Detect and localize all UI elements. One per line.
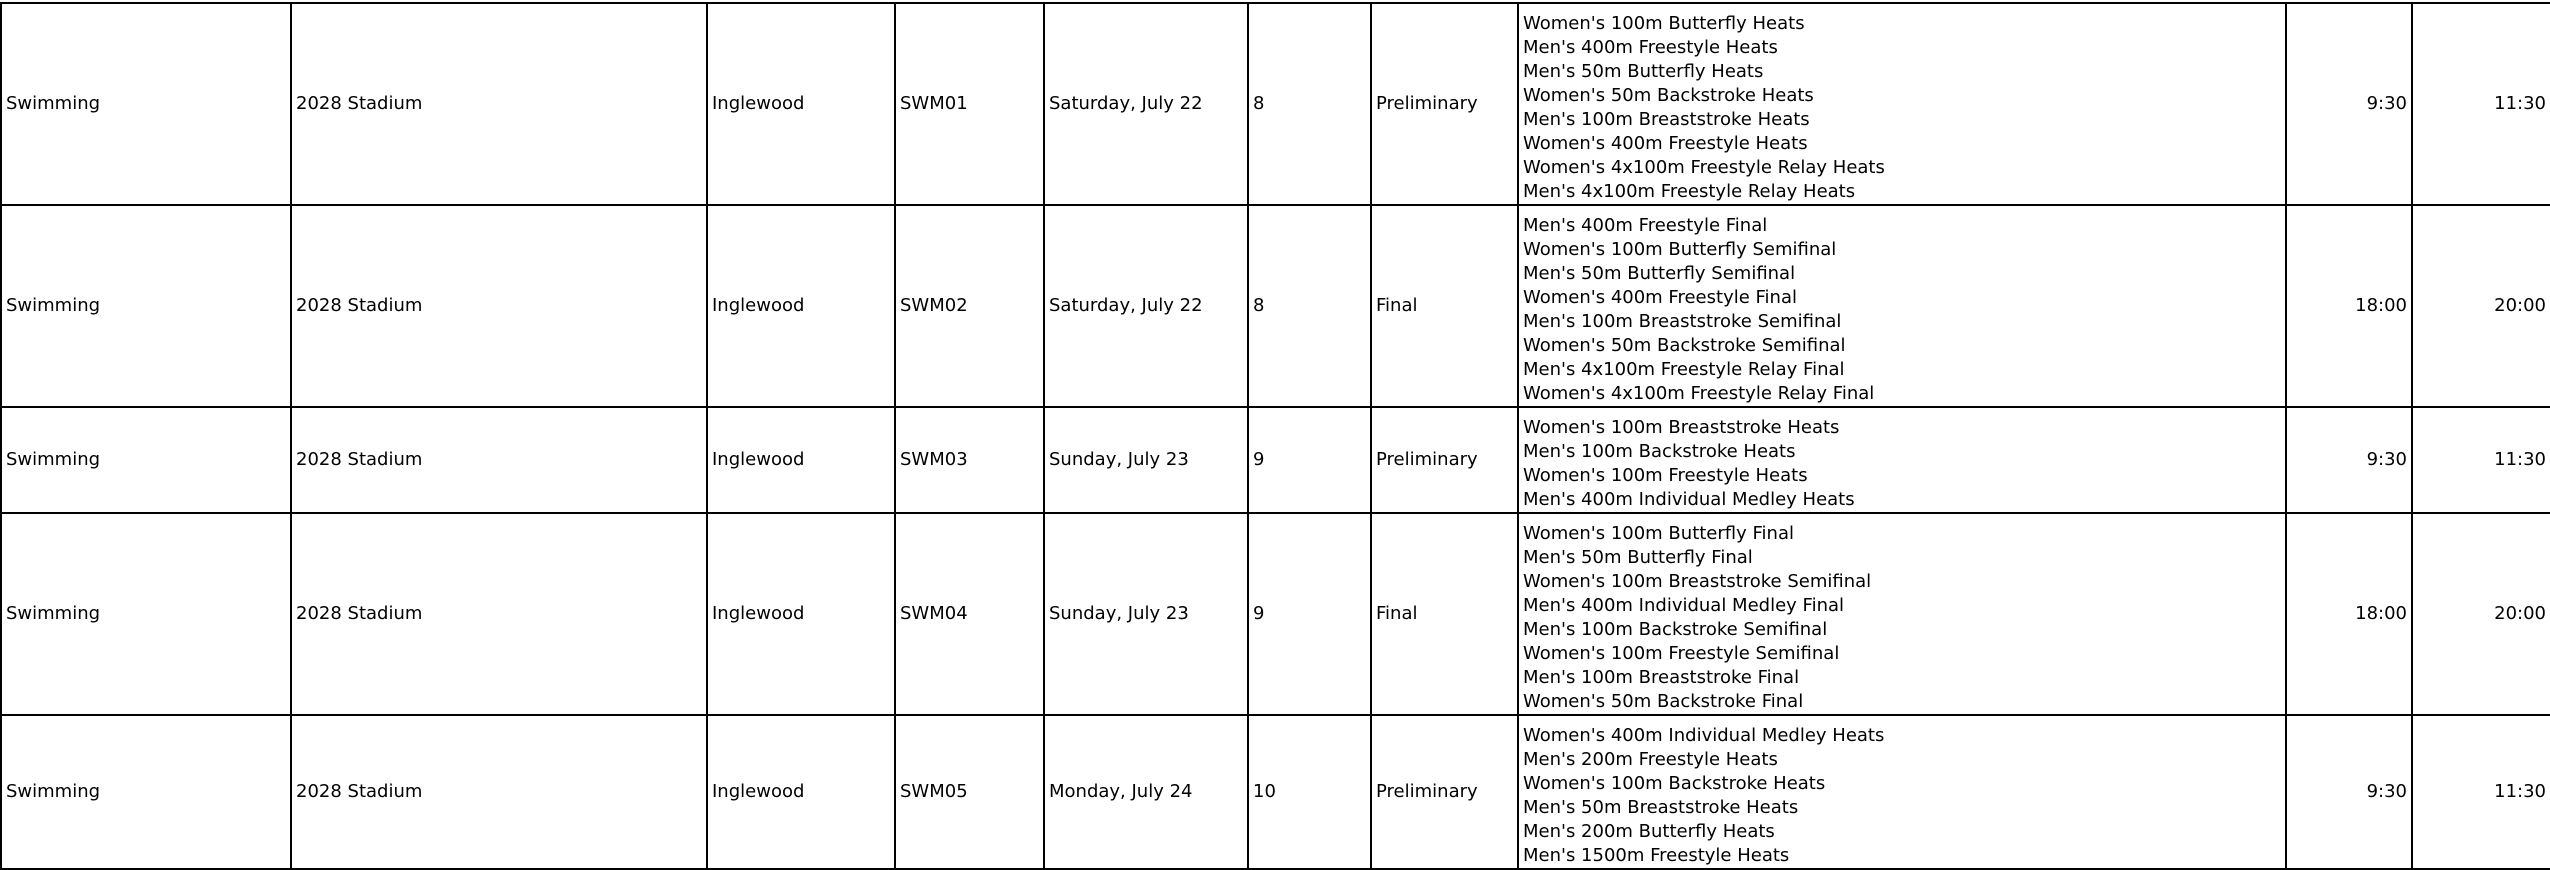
session-code-cell: SWM01 (895, 3, 1044, 205)
event-line: Men's 100m Backstroke Semifinal (1523, 619, 1828, 640)
zone-cell: Inglewood (707, 513, 895, 715)
event-line: Women's 100m Butterfly Final (1523, 523, 1794, 544)
table-row (1, 3, 2550, 205)
event-line: Men's 200m Freestyle Heats (1523, 749, 1778, 770)
events-cell (1518, 407, 2286, 513)
schedule-table (0, 2, 2550, 870)
sport-cell: Swimming (1, 513, 291, 715)
table-row (1, 407, 2550, 513)
zone-cell: Inglewood (707, 205, 895, 407)
event-line: Women's 100m Butterfly Semifinal (1523, 239, 1837, 260)
event-line: Men's 100m Backstroke Heats (1523, 441, 1796, 462)
zone-cell: Inglewood (707, 715, 895, 869)
venue-cell: 2028 Stadium (291, 407, 707, 513)
event-line: Women's 400m Individual Medley Heats (1523, 725, 1885, 746)
events-cell (1518, 205, 2286, 407)
schedule-body (1, 3, 2550, 869)
games-day-cell: 9 (1248, 407, 1371, 513)
event-line: Men's 4x100m Freestyle Relay Heats (1523, 181, 1856, 202)
table-row (1, 715, 2550, 869)
event-line: Women's 100m Backstroke Heats (1523, 773, 1826, 794)
zone-cell: Inglewood (707, 3, 895, 205)
event-line: Women's 100m Freestyle Semifinal (1523, 643, 1840, 664)
table-row (1, 205, 2550, 407)
start-time-cell: 18:00 (2286, 205, 2412, 407)
session-type-cell: Final (1371, 205, 1518, 407)
table-row (1, 513, 2550, 715)
event-line: Men's 4x100m Freestyle Relay Final (1523, 359, 1845, 380)
event-line: Men's 100m Breaststroke Semifinal (1523, 311, 1842, 332)
start-time-cell: 18:00 (2286, 513, 2412, 715)
games-day-cell: 8 (1248, 205, 1371, 407)
event-line: Women's 400m Freestyle Final (1523, 287, 1797, 308)
event-line: Men's 50m Butterfly Final (1523, 547, 1753, 568)
date-cell: Sunday, July 23 (1044, 407, 1248, 513)
games-day-cell: 9 (1248, 513, 1371, 715)
session-type-cell: Preliminary (1371, 407, 1518, 513)
event-line: Men's 400m Freestyle Final (1523, 215, 1768, 236)
venue-cell: 2028 Stadium (291, 715, 707, 869)
sport-cell: Swimming (1, 715, 291, 869)
end-time-cell: 20:00 (2412, 513, 2550, 715)
sport-cell: Swimming (1, 205, 291, 407)
event-line: Men's 100m Breaststroke Heats (1523, 109, 1810, 130)
date-cell: Saturday, July 22 (1044, 205, 1248, 407)
events-cell (1518, 715, 2286, 869)
event-line: Women's 100m Breaststroke Heats (1523, 417, 1840, 438)
event-line: Women's 400m Freestyle Heats (1523, 133, 1808, 154)
start-time-cell: 9:30 (2286, 407, 2412, 513)
venue-cell: 2028 Stadium (291, 513, 707, 715)
event-line: Women's 50m Backstroke Heats (1523, 85, 1814, 106)
event-line: Women's 100m Breaststroke Semifinal (1523, 571, 1872, 592)
event-line: Women's 100m Butterfly Heats (1523, 13, 1805, 34)
events-cell (1518, 513, 2286, 715)
end-time-cell: 11:30 (2412, 715, 2550, 869)
event-line: Men's 100m Breaststroke Final (1523, 667, 1800, 688)
date-cell: Sunday, July 23 (1044, 513, 1248, 715)
event-line: Men's 400m Individual Medley Final (1523, 595, 1845, 616)
event-line: Women's 4x100m Freestyle Relay Heats (1523, 157, 1885, 178)
sport-cell: Swimming (1, 407, 291, 513)
session-code-cell: SWM03 (895, 407, 1044, 513)
event-line: Men's 1500m Freestyle Heats (1523, 845, 1790, 866)
zone-cell: Inglewood (707, 407, 895, 513)
date-cell: Monday, July 24 (1044, 715, 1248, 869)
games-day-cell: 8 (1248, 3, 1371, 205)
session-code-cell: SWM05 (895, 715, 1044, 869)
event-line: Women's 100m Freestyle Heats (1523, 465, 1808, 486)
venue-cell: 2028 Stadium (291, 205, 707, 407)
session-type-cell: Preliminary (1371, 3, 1518, 205)
event-line: Men's 50m Breaststroke Heats (1523, 797, 1799, 818)
event-line: Women's 50m Backstroke Final (1523, 691, 1804, 712)
end-time-cell: 11:30 (2412, 407, 2550, 513)
session-type-cell: Preliminary (1371, 715, 1518, 869)
event-line: Men's 400m Individual Medley Heats (1523, 489, 1855, 510)
sport-cell: Swimming (1, 3, 291, 205)
session-code-cell: SWM04 (895, 513, 1044, 715)
session-type-cell: Final (1371, 513, 1518, 715)
venue-cell: 2028 Stadium (291, 3, 707, 205)
start-time-cell: 9:30 (2286, 715, 2412, 869)
event-line: Men's 400m Freestyle Heats (1523, 37, 1778, 58)
start-time-cell: 9:30 (2286, 3, 2412, 205)
end-time-cell: 11:30 (2412, 3, 2550, 205)
event-line: Men's 200m Butterfly Heats (1523, 821, 1775, 842)
games-day-cell: 10 (1248, 715, 1371, 869)
event-line: Men's 50m Butterfly Heats (1523, 61, 1764, 82)
date-cell: Saturday, July 22 (1044, 3, 1248, 205)
end-time-cell: 20:00 (2412, 205, 2550, 407)
event-line: Women's 50m Backstroke Semifinal (1523, 335, 1846, 356)
event-line: Women's 4x100m Freestyle Relay Final (1523, 383, 1875, 404)
session-code-cell: SWM02 (895, 205, 1044, 407)
event-line: Men's 50m Butterfly Semifinal (1523, 263, 1796, 284)
events-cell (1518, 3, 2286, 205)
